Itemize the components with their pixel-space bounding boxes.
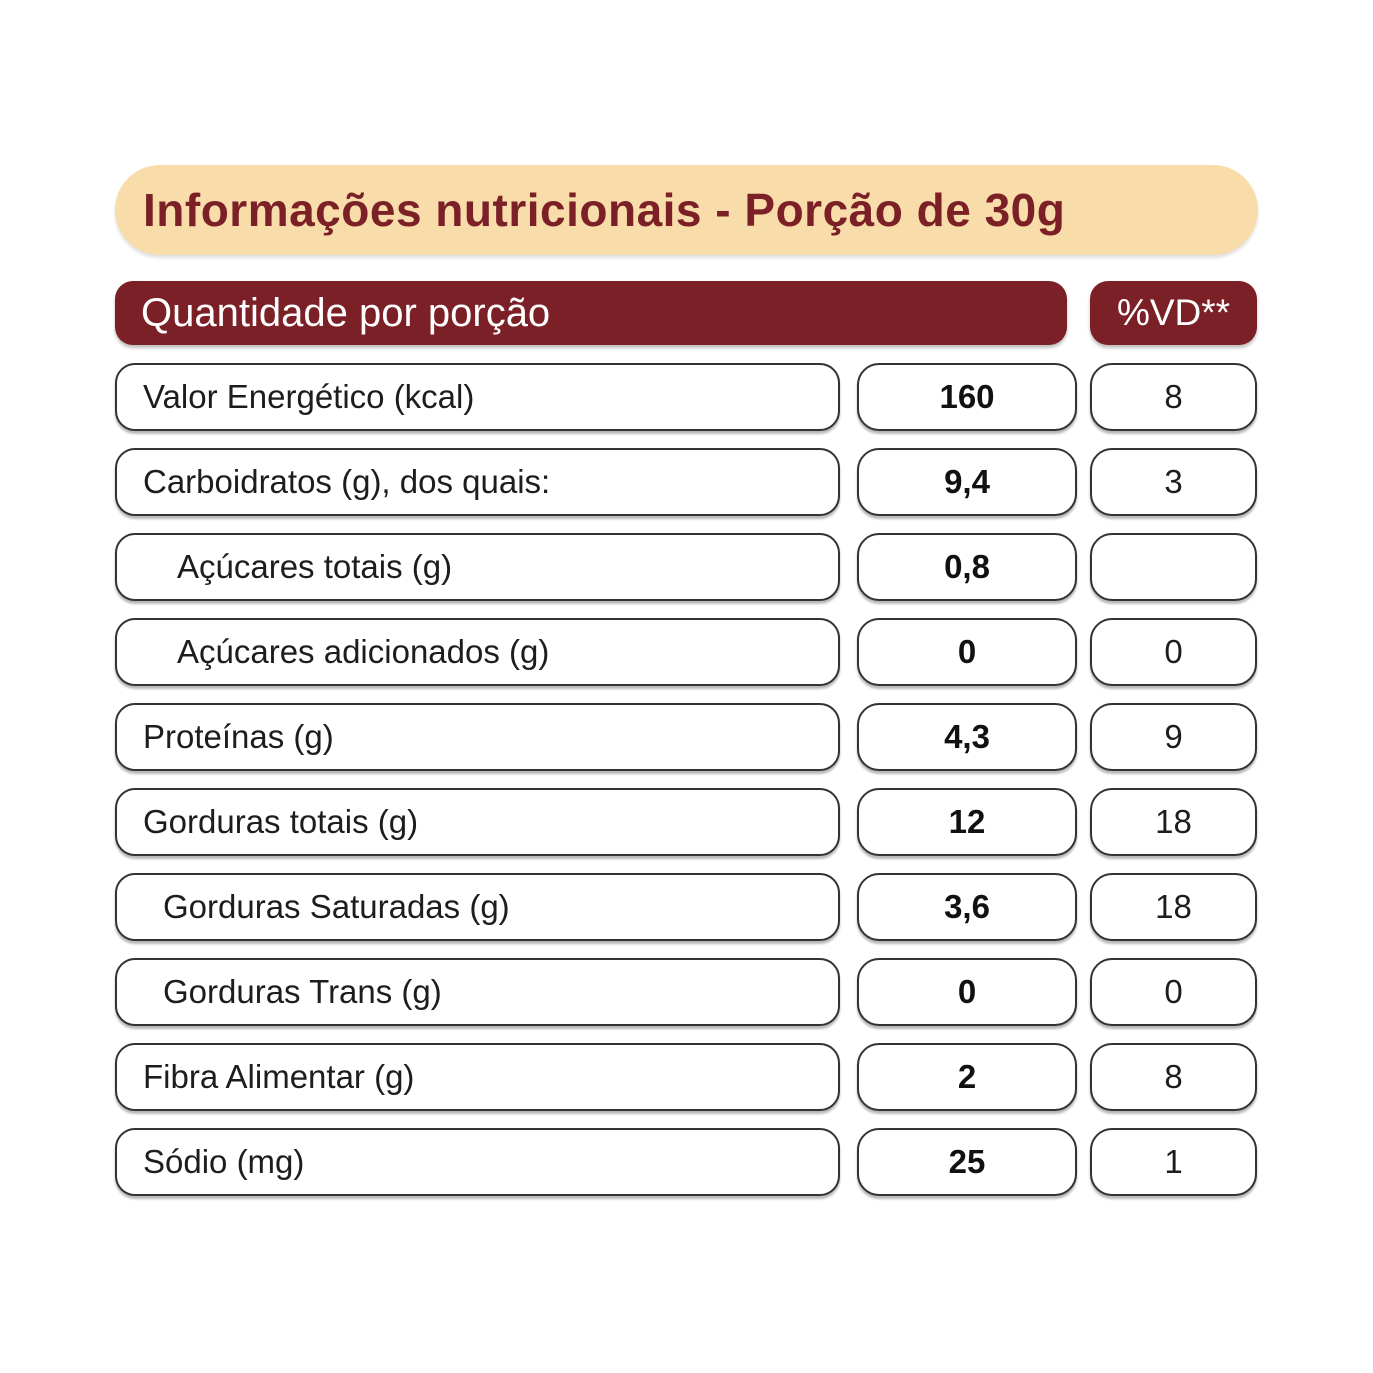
nutrient-value-cell bbox=[857, 1128, 1077, 1196]
table-row bbox=[115, 533, 1257, 601]
nutrient-dv: 8 bbox=[1164, 378, 1183, 415]
table-row bbox=[115, 1043, 1257, 1111]
nutrient-label: Fibra Alimentar (g) bbox=[143, 1058, 415, 1095]
nutrient-value: 9,4 bbox=[944, 463, 990, 500]
table-row bbox=[115, 618, 1257, 686]
table-row bbox=[115, 788, 1257, 856]
quantity-per-serving-label: Quantidade por porção bbox=[141, 290, 551, 335]
nutrient-dv-cell bbox=[1090, 958, 1257, 1026]
nutrient-label-cell bbox=[115, 958, 840, 1026]
nutrient-value-cell bbox=[857, 788, 1077, 856]
nutrient-dv: 1 bbox=[1164, 1143, 1183, 1180]
nutrient-dv: 18 bbox=[1155, 888, 1192, 925]
nutrient-label-cell bbox=[115, 363, 840, 431]
table-row bbox=[115, 1128, 1257, 1196]
nutrient-dv: 0 bbox=[1164, 633, 1183, 670]
nutrient-value: 160 bbox=[939, 378, 995, 415]
nutrient-dv-cell bbox=[1090, 703, 1257, 771]
nutrient-value: 12 bbox=[948, 803, 986, 840]
nutrient-dv-cell bbox=[1090, 788, 1257, 856]
title-banner bbox=[115, 165, 1258, 255]
nutrient-dv-cell bbox=[1090, 1128, 1257, 1196]
table-row bbox=[115, 703, 1257, 771]
nutrient-value: 0,8 bbox=[944, 548, 990, 585]
nutrient-dv-cell bbox=[1090, 363, 1257, 431]
nutrient-label: Gorduras totais (g) bbox=[143, 803, 419, 840]
nutrient-label-cell bbox=[115, 1043, 840, 1111]
nutrient-value-cell bbox=[857, 873, 1077, 941]
table-row bbox=[115, 448, 1257, 516]
nutrient-value-cell bbox=[857, 1043, 1077, 1111]
nutrient-label-cell bbox=[115, 618, 840, 686]
nutrient-value: 25 bbox=[948, 1143, 986, 1180]
nutrient-dv: 18 bbox=[1155, 803, 1192, 840]
nutrient-label-cell bbox=[115, 533, 840, 601]
nutrient-dv: 9 bbox=[1164, 718, 1183, 755]
table-row bbox=[115, 873, 1257, 941]
nutrient-dv-cell bbox=[1090, 533, 1257, 601]
daily-value-header bbox=[1090, 281, 1257, 345]
nutrient-value-cell bbox=[857, 448, 1077, 516]
nutrient-label: Gorduras Trans (g) bbox=[163, 973, 442, 1010]
nutrient-dv: 3 bbox=[1164, 463, 1183, 500]
table-row bbox=[115, 958, 1257, 1026]
nutrient-value-cell bbox=[857, 958, 1077, 1026]
nutrient-label: Proteínas (g) bbox=[143, 718, 334, 755]
page-title: Informações nutricionais - Porção de 30g bbox=[143, 184, 1066, 236]
nutrient-dv-cell bbox=[1090, 618, 1257, 686]
nutrient-dv: 0 bbox=[1164, 973, 1183, 1010]
nutrient-value: 3,6 bbox=[944, 888, 990, 925]
nutrient-value-cell bbox=[857, 703, 1077, 771]
daily-value-header-label: %VD** bbox=[1116, 292, 1231, 333]
nutrition-rows bbox=[115, 363, 1257, 1196]
nutrient-label-cell bbox=[115, 448, 840, 516]
nutrient-label-cell bbox=[115, 873, 840, 941]
nutrient-label: Valor Energético (kcal) bbox=[143, 378, 475, 415]
nutrient-label-cell bbox=[115, 788, 840, 856]
nutrient-dv-cell bbox=[1090, 1043, 1257, 1111]
nutrient-dv-cell bbox=[1090, 873, 1257, 941]
nutrient-label: Sódio (mg) bbox=[143, 1143, 305, 1180]
nutrient-value-cell bbox=[857, 363, 1077, 431]
table-row bbox=[115, 363, 1257, 431]
quantity-per-serving-header bbox=[115, 281, 1067, 345]
nutrient-value: 4,3 bbox=[944, 718, 990, 755]
nutrient-value-cell bbox=[857, 533, 1077, 601]
table-header bbox=[115, 281, 1257, 345]
nutrient-dv: 8 bbox=[1164, 1058, 1183, 1095]
nutrient-label: Carboidratos (g), dos quais: bbox=[143, 463, 551, 500]
nutrient-dv-cell bbox=[1090, 448, 1257, 516]
nutrient-label-cell bbox=[115, 1128, 840, 1196]
nutrient-value: 0 bbox=[957, 633, 977, 670]
nutrient-label: Açúcares adicionados (g) bbox=[177, 633, 550, 670]
nutrient-value: 2 bbox=[957, 1058, 977, 1095]
nutrient-value: 0 bbox=[957, 973, 977, 1010]
nutrient-label: Açúcares totais (g) bbox=[177, 548, 453, 585]
nutrient-value-cell bbox=[857, 618, 1077, 686]
nutrient-label: Gorduras Saturadas (g) bbox=[163, 888, 510, 925]
nutrient-label-cell bbox=[115, 703, 840, 771]
